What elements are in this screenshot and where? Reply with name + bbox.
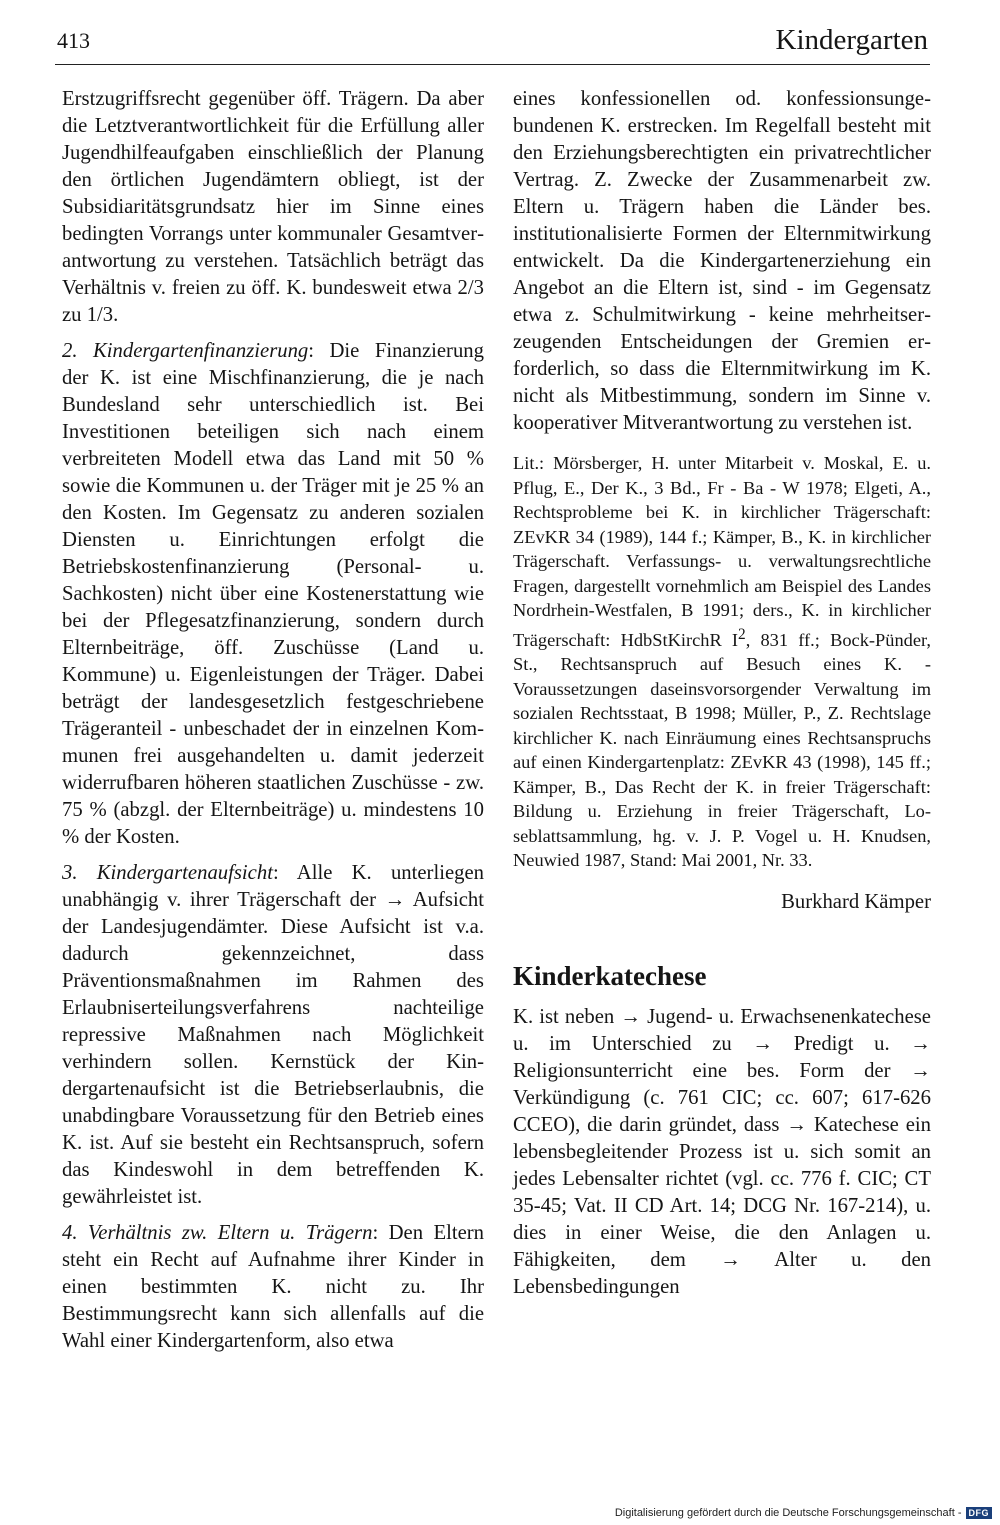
literature-text: Lit.: Mörsberger, H. unter Mitarbeit v. Moskal, E. u. Pflug, E., Der K., 3 Bd., Fr - Ba - W 1978; Elgeti, A., Rechtsprobleme bei K. in kirchlicher Trägerschaft: ZEvKR 34 (1989), 144 f.; Kämper, B., K. in kirchlicher Trägerschaft. Verfassungs- u. verwaltungsrechtliche Fragen, dargestellt vornehmlich am Beispiel des Landes Nordrhein-Westfalen, B 1991; ders., K. in kirchlicher Trägerschaft: HdbStKirchR I (513, 453, 931, 650)
paragraph-text: : Den Eltern steht ein Recht auf Aufnahme ihrer Kinder in einen bestimmten K. nicht zu. Ihr Bestimmungsrecht kann sich allenfalls auf die Wahl einer Kindergartenform, also etwa (62, 1222, 484, 1352)
section-heading: 3. Kindergartenaufsicht (62, 862, 273, 884)
right-column (513, 86, 931, 1301)
superscript: 2 (738, 625, 746, 643)
paragraph-text: : Alle K. unterliegen unabhängig v. ihrer Trägerschaft der → Aufsicht der Landesjugendämter. Diese Aufsicht ist v.a. dadurch gekennzeichnet, dass Präventionsmaßnahmen im Rahmen des Erlaubniserteilungsverfahrens nachteilige repressive Maßnahmen nach Möglichkeit verhindern sollen. Kernstück der Kindergartenaufsicht ist die Betriebserlaubnis, die unabdingbare Voraussetzung für den Betrieb eines K. ist. Auf sie besteht ein Rechtsanspruch, sofern das Kindeswohl in dem betreffenden K. gewährleistet ist. (62, 862, 484, 1208)
running-head: Kindergarten (775, 24, 928, 56)
section-heading: 4. Verhältnis zw. Eltern u. Trägern (62, 1222, 373, 1244)
footer (615, 1507, 992, 1519)
paragraph: eines konfessionellen od. konfessionsungebundenen K. erstrecken. Im Regelfall besteht mit den Erziehungsberechtigten ein privatrechtlicher Vertrag. Z. Zwecke der Zusammenarbeit zw. Eltern u. Trägern haben die Länder bes. institutionalisierte Formen der Elternmitwirkung entwickelt. Da die Kindergartenerziehung ein Angebot an die Eltern ist, sind - im Gegensatz etwa z. Schulmitwirkung - keine mehrheitserzeugenden Entscheidungen der Gremien erforderlich, so dass die Elternmitwirkung im K. nicht als Mitbestimmung, sondern im Sinne v. kooperativer Mitverantwortung zu verstehen ist. (513, 88, 931, 434)
page-number: 413 (57, 28, 90, 53)
paragraph (62, 338, 484, 851)
paragraph: K. ist neben → Jugend- u. Erwachsenenkatechese u. im Unterschied zu → Predigt u. → Religionsunterricht eine bes. Form der → Verkündigung (c. 761 CIC; cc. 607; 617-626 CCEO), die darin gründet, dass → Katechese ein lebensbegleitender Prozess ist u. sich somit an jedes Lebensalter richtet (vgl. cc. 776 f. CIC; CT 35-45; Vat. II CD Art. 14; DCG Nr. 167-214), u. dies in einer Weise, die den Anlagen u. Fähigkeiten, dem → Alter u. den Lebensbedingungen (513, 1005, 931, 1298)
author-signature: Burkhard Kämper (781, 890, 931, 913)
literature-text: , 831 ff.; Bock-Pünder, St., Rechtsanspruch auf Besuch eines K. - Voraussetzungen daseinsvorsorgender Verwaltung im sozialen Rechtsstaat, B 1998; Müller, P., Z. Rechtslage kirchlicher K. nach Einräumung eines Rechtsanspruchs auf einen Kindergartenplatz: ZEvKR 43 (1998), 145 ff.; Kämper, B., Das Recht der K. in freier Trägerschaft: Bildung u. Erziehung in freier Trägerschaft, Loseblattsammlung, hg. v. J. P. Vogel u. H. Knudsen, Neuwied 1987, Stand: Mai 2001, Nr. 33. (513, 629, 931, 871)
article-heading: Kinderkatechese (513, 960, 707, 991)
paragraph (62, 860, 484, 1211)
paragraph (62, 1220, 484, 1355)
dfg-logo-icon: DFG (966, 1507, 993, 1519)
section-heading: 2. Kindergartenfinanzierung (62, 340, 309, 362)
literature (513, 451, 931, 873)
footer-text: Digitalisierung gefördert durch die Deutsche Forschungsgemeinschaft - (614, 1507, 962, 1519)
left-column (62, 86, 484, 1355)
header-rule (55, 64, 930, 65)
paragraph-text: : Die Finanzierung der K. ist eine Mischfinanzierung, die je nach Bundesland sehr unterschiedlich ist. Bei Investitionen beteiligen sich nach einem verbreiteten Modell etwa das Land mit 50 % sowie die Kommunen u. der Träger mit je 25 % an den Kosten. Im Gegensatz zu anderen sozialen Diensten u. Einrichtungen erfolgt die Betriebskostenfinanzierung (Personal- u. Sachkosten) nicht über eine Kostenerstattung wie bei der Pflegesatzfinanzierung, sondern durch Elternbeiträge, öff. Zuschüsse (Land u. Kommune) u. Eigenleistungen der Träger. Dabei beträgt der landesgesetzlich festgeschriebene Trägeranteil - unbeschadet der in einzelnen Kommunen frei ausgehandelten u. damit jederzeit widerrufbaren höheren staatlichen Zuschüsse - zw. 75 % (abzgl. der Elternbeiträge) u. mindestens 10 % der Kosten. (62, 340, 484, 848)
paragraph: Erstzugriffsrecht gegenüber öff. Trägern. Da aber die Letztverantwortlichkeit für die Erfüllung aller Jugendhilfeaufgaben einschließlich der Planung den örtlichen Jugendämtern obliegt, ist der Subsidiaritätsgrundsatz hier im Sinne eines bedingten Vorrangs unter kommunaler Gesamtverantwortung zu verstehen. Tatsächlich beträgt das Verhältnis v. freien zu öff. K. bundesweit etwa 2/3 zu 1/3. (62, 88, 484, 326)
